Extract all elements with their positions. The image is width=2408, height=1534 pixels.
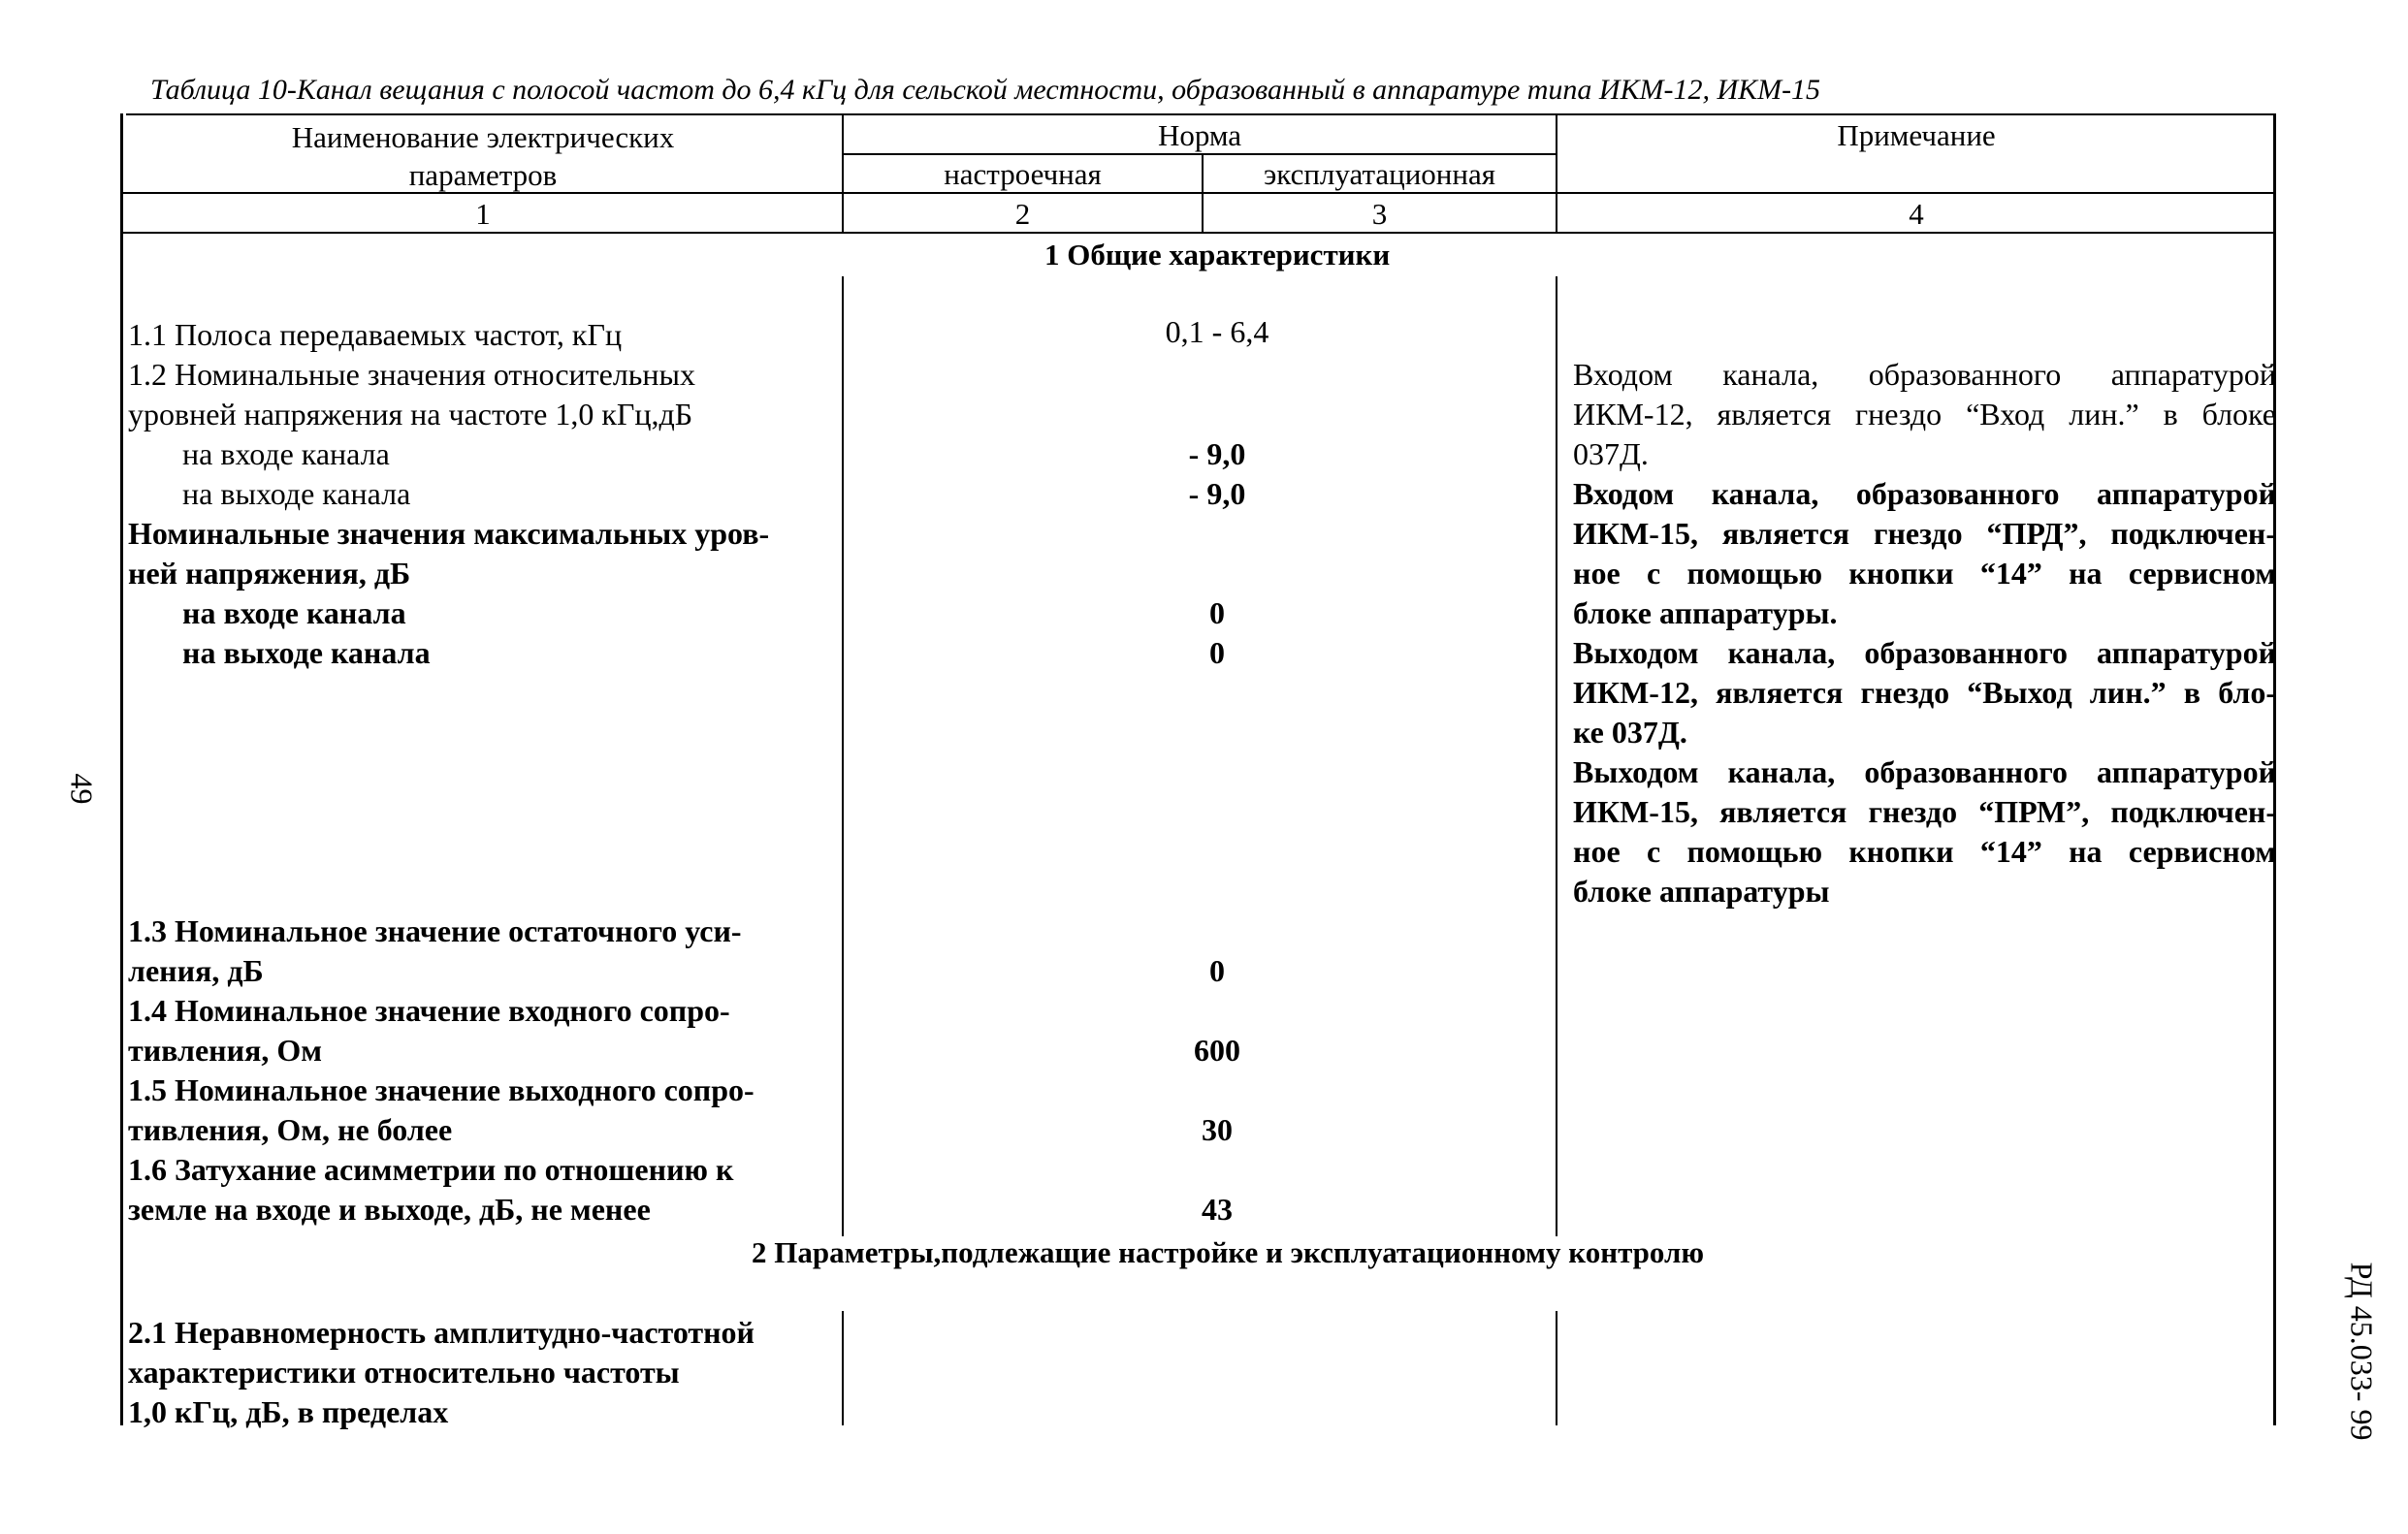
note-3-line2: ИКМ-12, является гнездо “Выход лин.” в бло-	[1573, 675, 2276, 710]
note-1-line3: 037Д.	[1573, 436, 1649, 471]
param-1-3-line1: 1.3 Номинальное значение остаточного уси-	[128, 913, 742, 948]
param-1-5-line2: тивления, Ом, не более	[128, 1112, 453, 1147]
note-4-line1: Выходом канала, образованного аппаратурой	[1573, 754, 2276, 789]
note-4-line4: блоке аппаратуры	[1573, 874, 1830, 909]
param-2-1-line2: характеристики относительно частоты	[128, 1355, 680, 1390]
param-max-levels-line1: Номинальные значения максимальных уров-	[128, 516, 770, 551]
table-caption: Таблица 10-Канал вещания с полосой частот до 6,4 кГц для сельской местности, образованный в аппаратуре типа ИКМ-12, ИКМ-15	[150, 74, 1821, 106]
col1-divider-s1	[842, 276, 844, 1236]
note-1-line1: Входом канала, образованного аппаратурой	[1573, 357, 2276, 392]
param-1-2-line1: 1.2 Номинальные значения относительных	[128, 357, 696, 392]
value-1-2-input: - 9,0	[1188, 436, 1246, 471]
section-1-title: 1 Общие характеристики	[1044, 238, 1391, 272]
param-1-4-line2: тивления, Ом	[128, 1033, 323, 1068]
param-1-3-line2: ления, дБ	[128, 953, 264, 988]
value-1-6: 43	[1202, 1192, 1233, 1227]
param-1-5-line1: 1.5 Номинальное значение выходного сопро-	[128, 1072, 755, 1107]
param-max-levels-line2: ней напряжения, дБ	[128, 556, 411, 591]
note-3-line1: Выходом канала, образованного аппаратурой	[1573, 635, 2276, 670]
header-operational: эксплуатационная	[1263, 157, 1496, 191]
value-1-2-output: - 9,0	[1188, 476, 1246, 511]
header-setup: настроечная	[944, 157, 1102, 191]
param-1-2-line2: уровней напряжения на частоте 1,0 кГц,дБ	[128, 397, 693, 431]
table-left-border	[120, 113, 123, 1425]
note-2-line4: блоке аппаратуры.	[1573, 595, 1838, 630]
value-1-5: 30	[1202, 1112, 1233, 1147]
section-2-title: 2 Параметры,подлежащие настройке и эксплуатационному контролю	[752, 1235, 1705, 1269]
param-1-2-output: на выходе канала	[182, 476, 411, 511]
param-2-1-line1: 2.1 Неравномерность амплитудно-частотной	[128, 1315, 755, 1350]
value-1-3: 0	[1209, 953, 1225, 988]
header-param-name-line2: параметров	[408, 158, 558, 192]
value-max-input: 0	[1209, 595, 1225, 630]
note-4-line2: ИКМ-15, является гнездо “ПРМ”, подключен-	[1573, 794, 2276, 829]
param-1-4-line1: 1.4 Номинальное значение входного сопро-	[128, 993, 730, 1028]
note-3-line3: ке 037Д.	[1573, 715, 1687, 750]
note-4-line3: ное с помощью кнопки “14” на сервисном	[1573, 834, 2276, 869]
value-1-4: 600	[1194, 1033, 1240, 1068]
col4-divider-s2	[1556, 1311, 1557, 1425]
param-max-output: на выходе канала	[182, 635, 431, 670]
param-max-input: на входе канала	[182, 595, 406, 630]
param-1-1: 1.1 Полоса передаваемых частот, кГц	[128, 317, 623, 352]
header-num-2: 2	[1014, 197, 1031, 231]
note-2-line1: Входом канала, образованного аппаратурой	[1573, 476, 2276, 511]
param-1-2-input: на входе канала	[182, 436, 390, 471]
param-2-1-line3: 1,0 кГц, дБ, в пределах	[128, 1394, 449, 1429]
param-1-6-line2: земле на входе и выходе, дБ, не менее	[128, 1192, 651, 1227]
norm-sub-rule	[842, 153, 1556, 155]
col4-divider-s1	[1556, 276, 1557, 1236]
header-num-3: 3	[1371, 197, 1388, 231]
value-1-1: 0,1 - 6,4	[1165, 314, 1269, 349]
header-param-name-line1: Наименование электрических	[291, 120, 675, 154]
note-2-line2: ИКМ-15, является гнездо “ПРД”, подключен-	[1573, 516, 2276, 551]
header-norm: Норма	[1157, 118, 1242, 152]
page-number: 49	[64, 773, 100, 805]
header-num-4: 4	[1909, 197, 1924, 231]
col1-divider-s2	[842, 1311, 844, 1425]
note-1-line2: ИКМ-12, является гнездо “Вход лин.” в блоке	[1573, 397, 2276, 431]
param-1-6-line1: 1.6 Затухание асимметрии по отношению к	[128, 1152, 734, 1187]
note-2-line3: ное с помощью кнопки “14” на сервисном	[1573, 556, 2276, 591]
value-max-output: 0	[1209, 635, 1225, 670]
table-top-rule	[126, 113, 2274, 115]
document-code: РД 45.033- 99	[2344, 1262, 2380, 1441]
number-row-rule	[120, 232, 2275, 234]
header-num-1: 1	[475, 197, 491, 231]
header-note: Примечание	[1837, 118, 1996, 152]
